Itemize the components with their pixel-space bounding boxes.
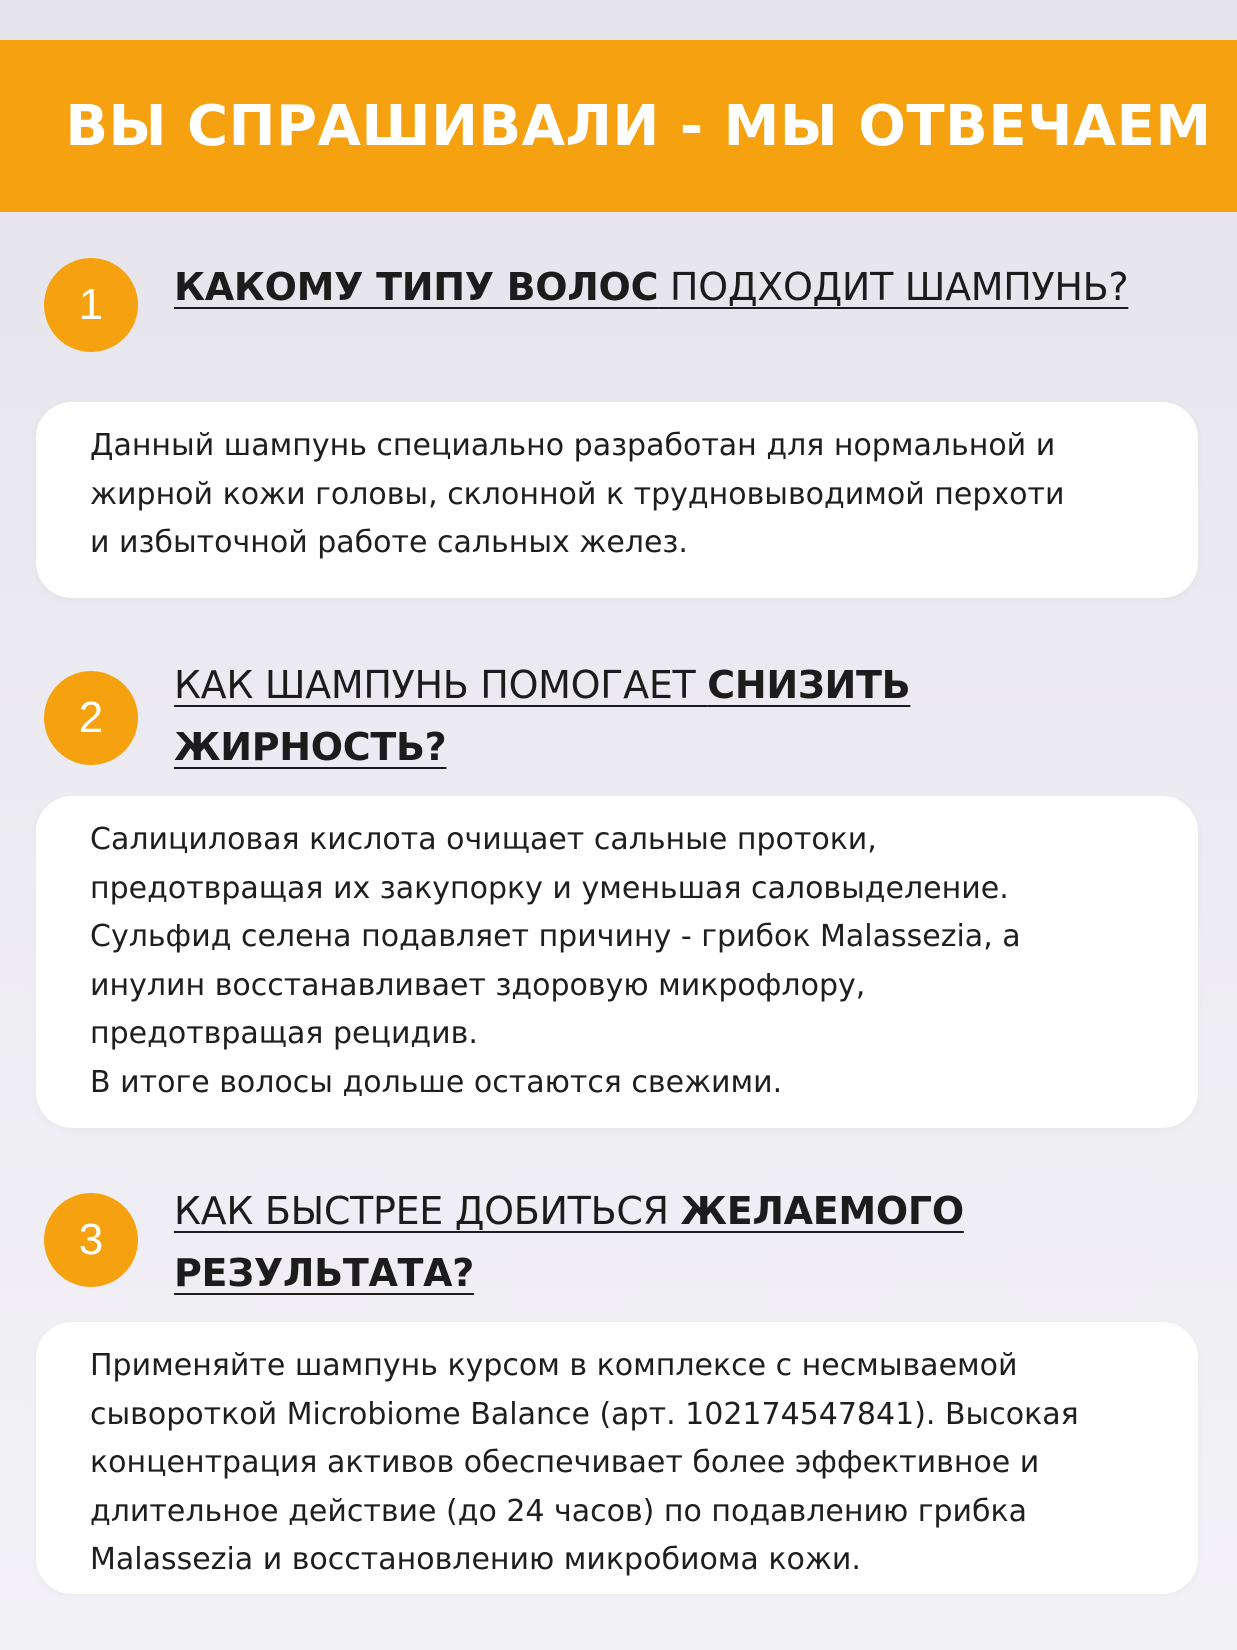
faq-question-1-regular: ПОДХОДИТ ШАМПУНЬ? [658,265,1129,309]
page-title: ВЫ СПРАШИВАЛИ - МЫ ОТВЕЧАЕМ [65,93,1212,159]
faq-question-2 [174,654,1184,778]
faq-answer-card-2 [36,796,1198,1128]
faq-answer-card-1 [36,402,1198,598]
faq-number-badge-1: 1 [44,258,138,352]
faq-answer-1: Данный шампунь специально разработан для нормальной и жирной кожи головы, склонной к трудновыводимой перхоти и избыточной работе сальных желез. [90,428,1065,560]
faq-answer-card-3 [36,1322,1198,1594]
faq-number-badge-3: 3 [44,1193,138,1287]
header-banner [0,40,1237,212]
faq-question-1 [174,256,1184,318]
faq-question-3 [174,1180,1184,1304]
faq-question-3-bold: ЖЕЛАЕМОГО РЕЗУЛЬТАТА? [174,1189,964,1295]
faq-question-1-bold: КАКОМУ ТИПУ ВОЛОС [174,265,659,309]
faq-answer-3: Применяйте шампунь курсом в комплексе с несмываемой сывороткой Microbiome Balance (арт. 102174547841). Высокая концентрация активов обеспечивает более эффективное и длительное действие (до 24 часов) по подавлению грибка Malassezia и восстановлению микробиома кожи. [90,1348,1079,1577]
faq-question-2-bold: СНИЗИТЬ ЖИРНОСТЬ? [174,663,911,769]
faq-question-3-regular: КАК БЫСТРЕЕ ДОБИТЬСЯ [174,1189,681,1233]
faq-question-2-regular: КАК ШАМПУНЬ ПОМОГАЕТ [174,663,708,707]
faq-number-badge-2: 2 [44,671,138,765]
faq-answer-2: Салициловая кислота очищает сальные протоки, предотвращая их закупорку и уменьшая саловыделение. Сульфид селена подавляет причину - грибок Malassezia, а инулин восстанавливает здоровую микрофлору, предотвращая рецидив. В итоге волосы дольше остаются свежими. [90,822,1021,1100]
